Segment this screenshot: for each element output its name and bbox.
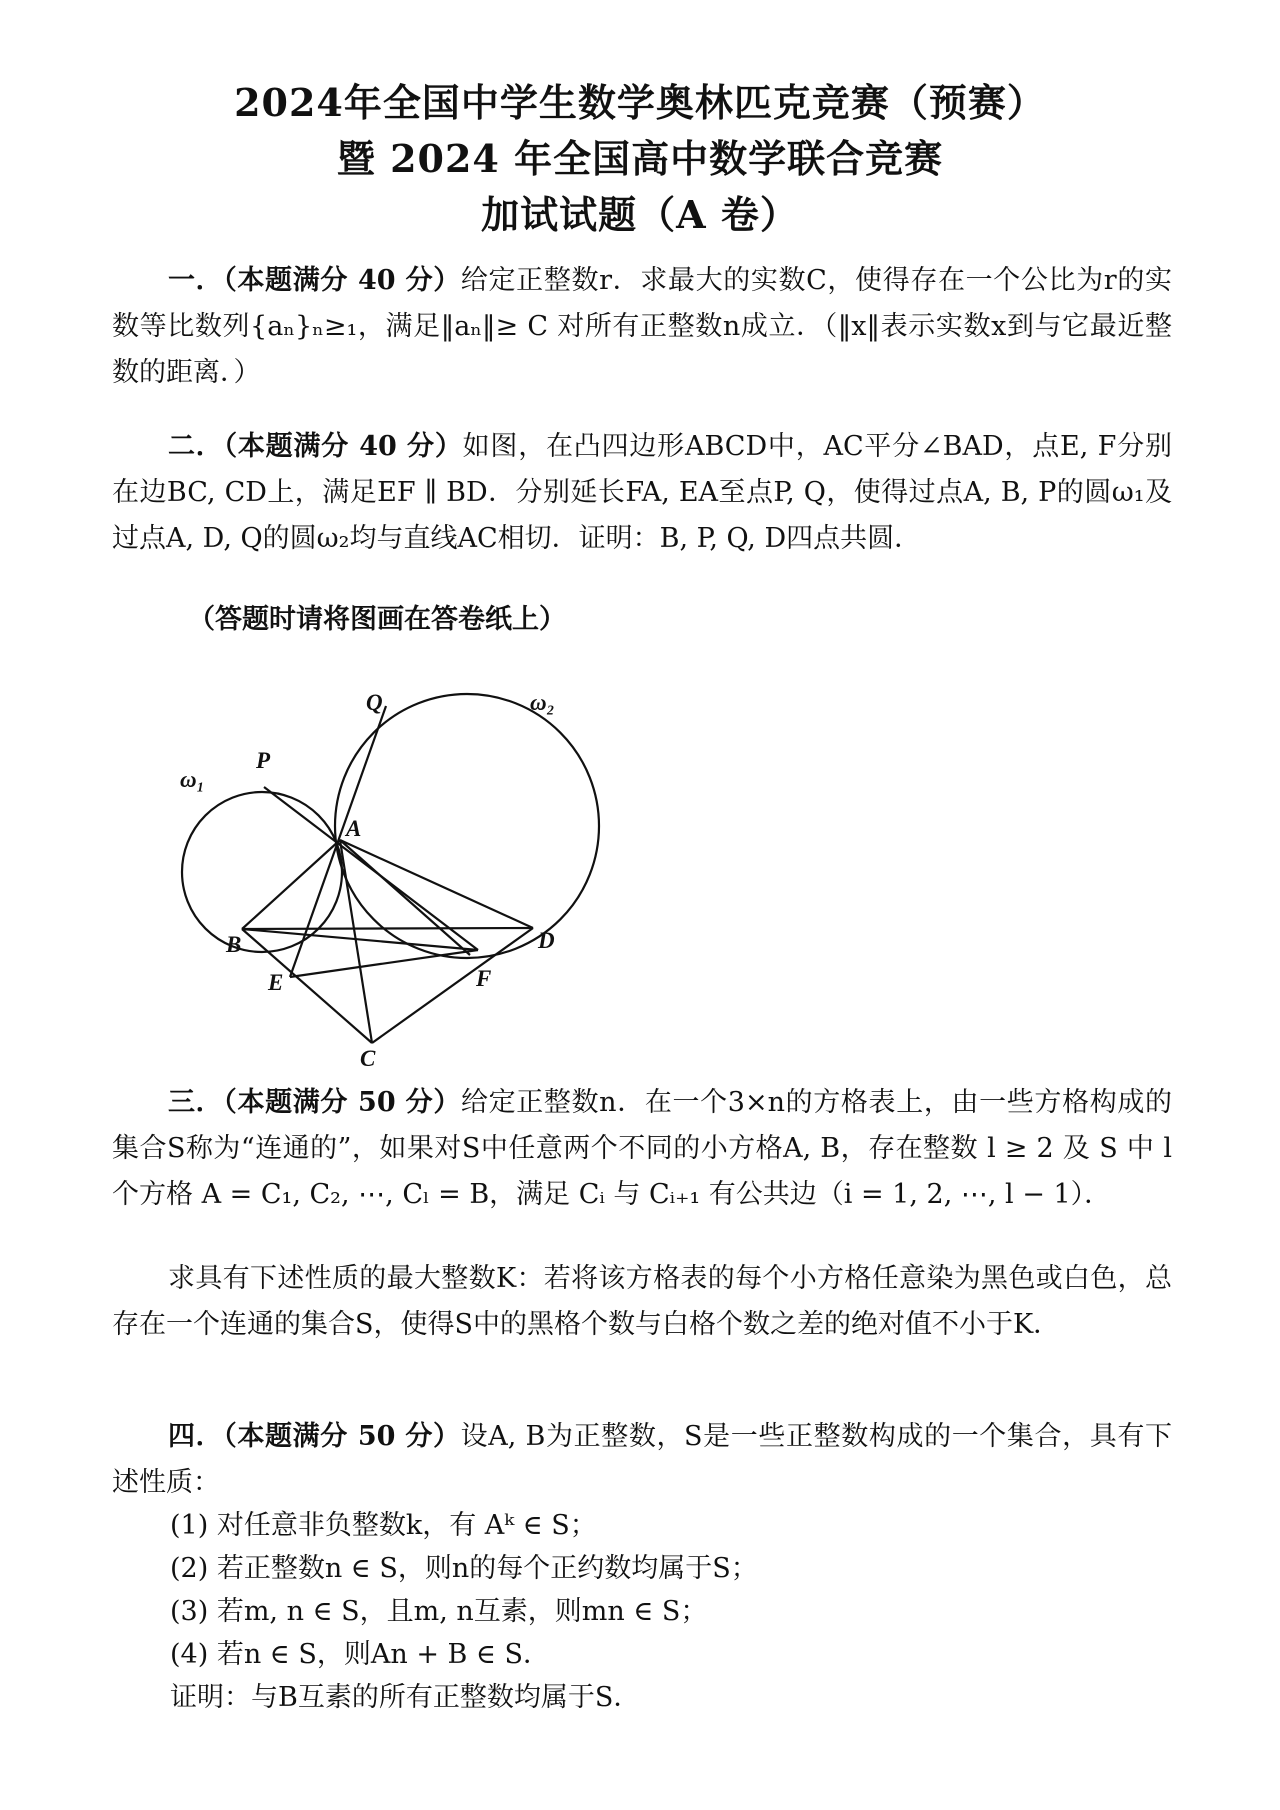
- label-A: A: [346, 816, 362, 841]
- label-Q: Q: [366, 690, 383, 715]
- segment-BC: [242, 929, 372, 1043]
- problem-4-item-3: (3) 若m, n ∈ S，且m, n互素，则mn ∈ S；: [170, 1596, 708, 1627]
- segment-BD: [242, 928, 533, 929]
- circle-omega2: [335, 694, 599, 958]
- exam-title-line2: 暨 2024 年全国高中数学联合竞赛: [336, 136, 944, 181]
- problem-4-conclusion: 证明：与B互素的所有正整数均属于S．: [170, 1682, 641, 1713]
- problem-4-number: 四．: [168, 1421, 224, 1452]
- label-omega2: ω₂: [530, 690, 555, 715]
- segment-AB: [242, 840, 340, 929]
- exam-title-line3: 加试试题（A 卷）: [481, 192, 799, 237]
- segment-DC: [372, 928, 533, 1043]
- segment-AF-helper: [340, 840, 470, 955]
- segment-AC: [340, 840, 372, 1043]
- problem-4-item-2: (2) 若正整数n ∈ S，则n的每个正约数均属于S；: [170, 1553, 758, 1584]
- problem-2-text: 如图，在凸四边形ABCD中，AC平分∠BAD，点E, F分别在边BC, CD上，满足EF ∥ BD．分别延长FA, EA至点P, Q，使得过点A, B, P的圆ω₁及过点A, D, Q的圆ω₂均与直线AC相切．证明：B, P, Q, D四点共圆．: [112, 431, 1172, 554]
- problem-4-text: 设A, B为正整数，S是一些正整数构成的一个集合，具有下述性质：: [112, 1421, 1172, 1498]
- problem-1-score: （本题满分 40 分）: [223, 265, 461, 296]
- exam-title-line1: 2024年全国中学生数学奥林匹克竞赛（预赛）: [234, 80, 1046, 125]
- problem-3: [112, 1080, 1172, 1218]
- problem-1-text: 给定正整数r．求最大的实数C，使得存在一个公比为r的实数等比数列{aₙ}ₙ≥₁，满足‖aₙ‖≥ C 对所有正整数n成立．（‖x‖表示实数x到与它最近整数的距离．）: [112, 265, 1172, 388]
- problem-4-item-1: (1) 对任意非负整数k，有 Aᵏ ∈ S；: [170, 1510, 597, 1541]
- label-B: B: [226, 932, 242, 957]
- label-F: F: [476, 966, 492, 991]
- problem-1-number: 一．: [168, 265, 224, 296]
- problem-2-number: 二．: [168, 431, 224, 462]
- problem-4-score: （本题满分 50 分）: [223, 1421, 461, 1452]
- problem-3-text: 给定正整数n．在一个3×n的方格表上，由一些方格构成的集合S称为“连通的”，如果对S中任意两个不同的小方格A, B，存在整数 l ≥ 2 及 S 中 l 个方格 A = C₁, C₂, ⋯, Cₗ = B，满足 Cᵢ 与 Cᵢ₊₁ 有公共边（i = 1, 2, ⋯, l − 1）．: [112, 1087, 1172, 1210]
- problem-3-number: 三．: [168, 1087, 224, 1118]
- problem-2-score: （本题满分 40 分）: [223, 431, 463, 462]
- label-C: C: [360, 1046, 376, 1071]
- label-omega1: ω₁: [180, 767, 205, 792]
- problem-2-note: （答题时请将图画在答卷纸上）: [188, 604, 566, 635]
- problem-4-item-4: (4) 若n ∈ S，则An + B ∈ S．: [170, 1639, 551, 1670]
- problem-3-score: （本题满分 50 分）: [223, 1087, 461, 1118]
- segment-EF: [290, 950, 478, 977]
- problem-3-question: 求具有下述性质的最大整数K：若将该方格表的每个小方格任意染为黑色或白色，总存在一个连通的集合S，使得S中的黑格个数与白格个数之差的绝对值不小于K．: [112, 1263, 1172, 1340]
- label-P: P: [256, 748, 271, 773]
- problem-4: [112, 1414, 1172, 1506]
- label-E: E: [268, 970, 284, 995]
- label-D: D: [538, 928, 555, 953]
